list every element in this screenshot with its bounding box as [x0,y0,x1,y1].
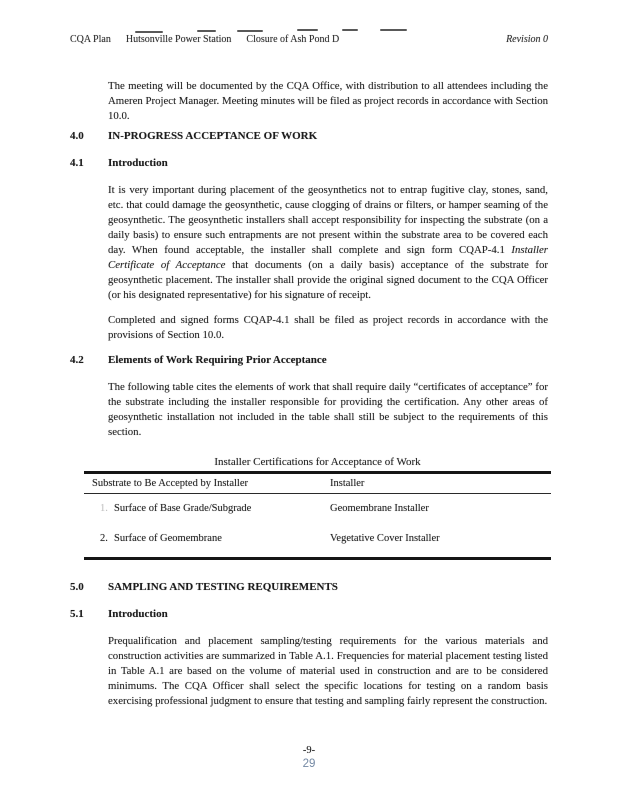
scan-artifact-mark [135,31,163,33]
column-header-substrate: Substrate to Be Accepted by Installer [92,478,248,489]
section-number: 4.2 [70,354,84,366]
section-number: 5.1 [70,608,84,620]
section-title: Elements of Work Requiring Prior Acceptance [108,354,327,366]
scan-artifact-mark [380,29,407,31]
scan-artifact-mark [342,29,358,31]
scan-artifact-mark [197,30,216,32]
paragraph-geosynthetics-acceptance [108,183,548,303]
pdf-page-number: 29 [302,758,316,770]
section-title: SAMPLING AND TESTING REQUIREMENTS [108,581,338,593]
table-header-row [84,474,551,494]
cell-substrate [84,533,330,544]
section-title: Introduction [108,157,168,169]
cell-text: Surface of Base Grade/Subgrade [114,503,252,514]
form-name-italic: Installer Certificate of Acceptance [108,244,548,271]
cell-substrate [84,503,330,514]
section-title: IN-PROGRESS ACCEPTANCE OF WORK [108,130,318,142]
section-number: 5.0 [70,581,84,593]
paragraph-text: that documents (on a daily basis) acceptance of the substrate for geosynthetic placement. The installer shall provide the original signed document to the CQA Officer (or his designated representative) for his signature of receipt. [108,259,548,301]
row-number-faded: 1. [100,503,108,514]
section-heading-5-1 [70,608,548,620]
section-title: Introduction [108,608,168,620]
paragraph-table-intro: The following table cites the elements of work that shall require daily “certificates of acceptance” for the substrate including the installer responsible for providing the certification. Any other areas of geosynthetic installation not included in the table shall still be subject to the requirements of this section. [108,381,548,438]
scan-artifact-mark [237,30,263,32]
page-header [70,34,548,45]
section-heading-4-2 [70,354,548,366]
table-title: Installer Certifications for Acceptance of Work [214,456,421,468]
table-row [84,503,551,514]
section-heading-4-1 [70,157,548,169]
paragraph-meeting-documentation: The meeting will be documented by the CQA Office, with distribution to all attendees including the Ameren Project Manager. Meeting minutes will be filed as project records in accordance with Section 10.0. [108,80,548,122]
section-heading-4-0 [70,130,548,142]
page-number: -9- [302,745,316,756]
paragraph-forms-filed: Completed and signed forms CQAP-4.1 shall be filed as project records in accordance with the provisions of Section 10.0. [108,314,548,341]
installer-certifications-table [84,471,551,560]
cell-installer: Vegetative Cover Installer [330,533,440,544]
header-revision: Revision 0 [506,34,548,45]
scan-artifact-mark [297,29,318,31]
header-project-name: Closure of Ash Pond D [246,34,340,45]
paragraph-sampling-testing: Prequalification and placement sampling/testing requirements for the various materials and construction activities are summarized in Table A.1. Frequencies for material placement testing listed in Table A.1 are based on the volume of material used in construction and are to be considered minimums. The CQA Officer shall select the specific locations for testing on a random basis exercising professional judgment to ensure that testing and sampling fairly represent the construction. [108,635,548,707]
section-heading-5-0 [70,581,548,593]
cell-installer: Geomembrane Installer [330,503,429,514]
section-number: 4.1 [70,157,84,169]
column-header-installer: Installer [330,478,365,489]
header-title [70,34,354,45]
table-row [84,533,551,544]
section-number: 4.0 [70,130,84,142]
cell-text: Surface of Geomembrane [114,533,222,544]
paragraph-text: It is very important during placement of the geosynthetics not to entrap fugitive clay, stones, sand, etc. that could damage the geosynthetic, cause clogging of drains or filters, or hamper seaming of the geosynthetic. The geosynthetic installers shall accept responsibility for inspecting the substrate (on a daily basis) to ensure such entrapments are not present within the substrate area to be covered each day. When found acceptable, the installer shall complete and sign form CQAP-4.1 [108,184,548,256]
header-station-name: Hutsonville Power Station [125,34,232,45]
header-doc-name: CQA Plan [70,34,111,45]
row-number: 2. [100,533,108,544]
